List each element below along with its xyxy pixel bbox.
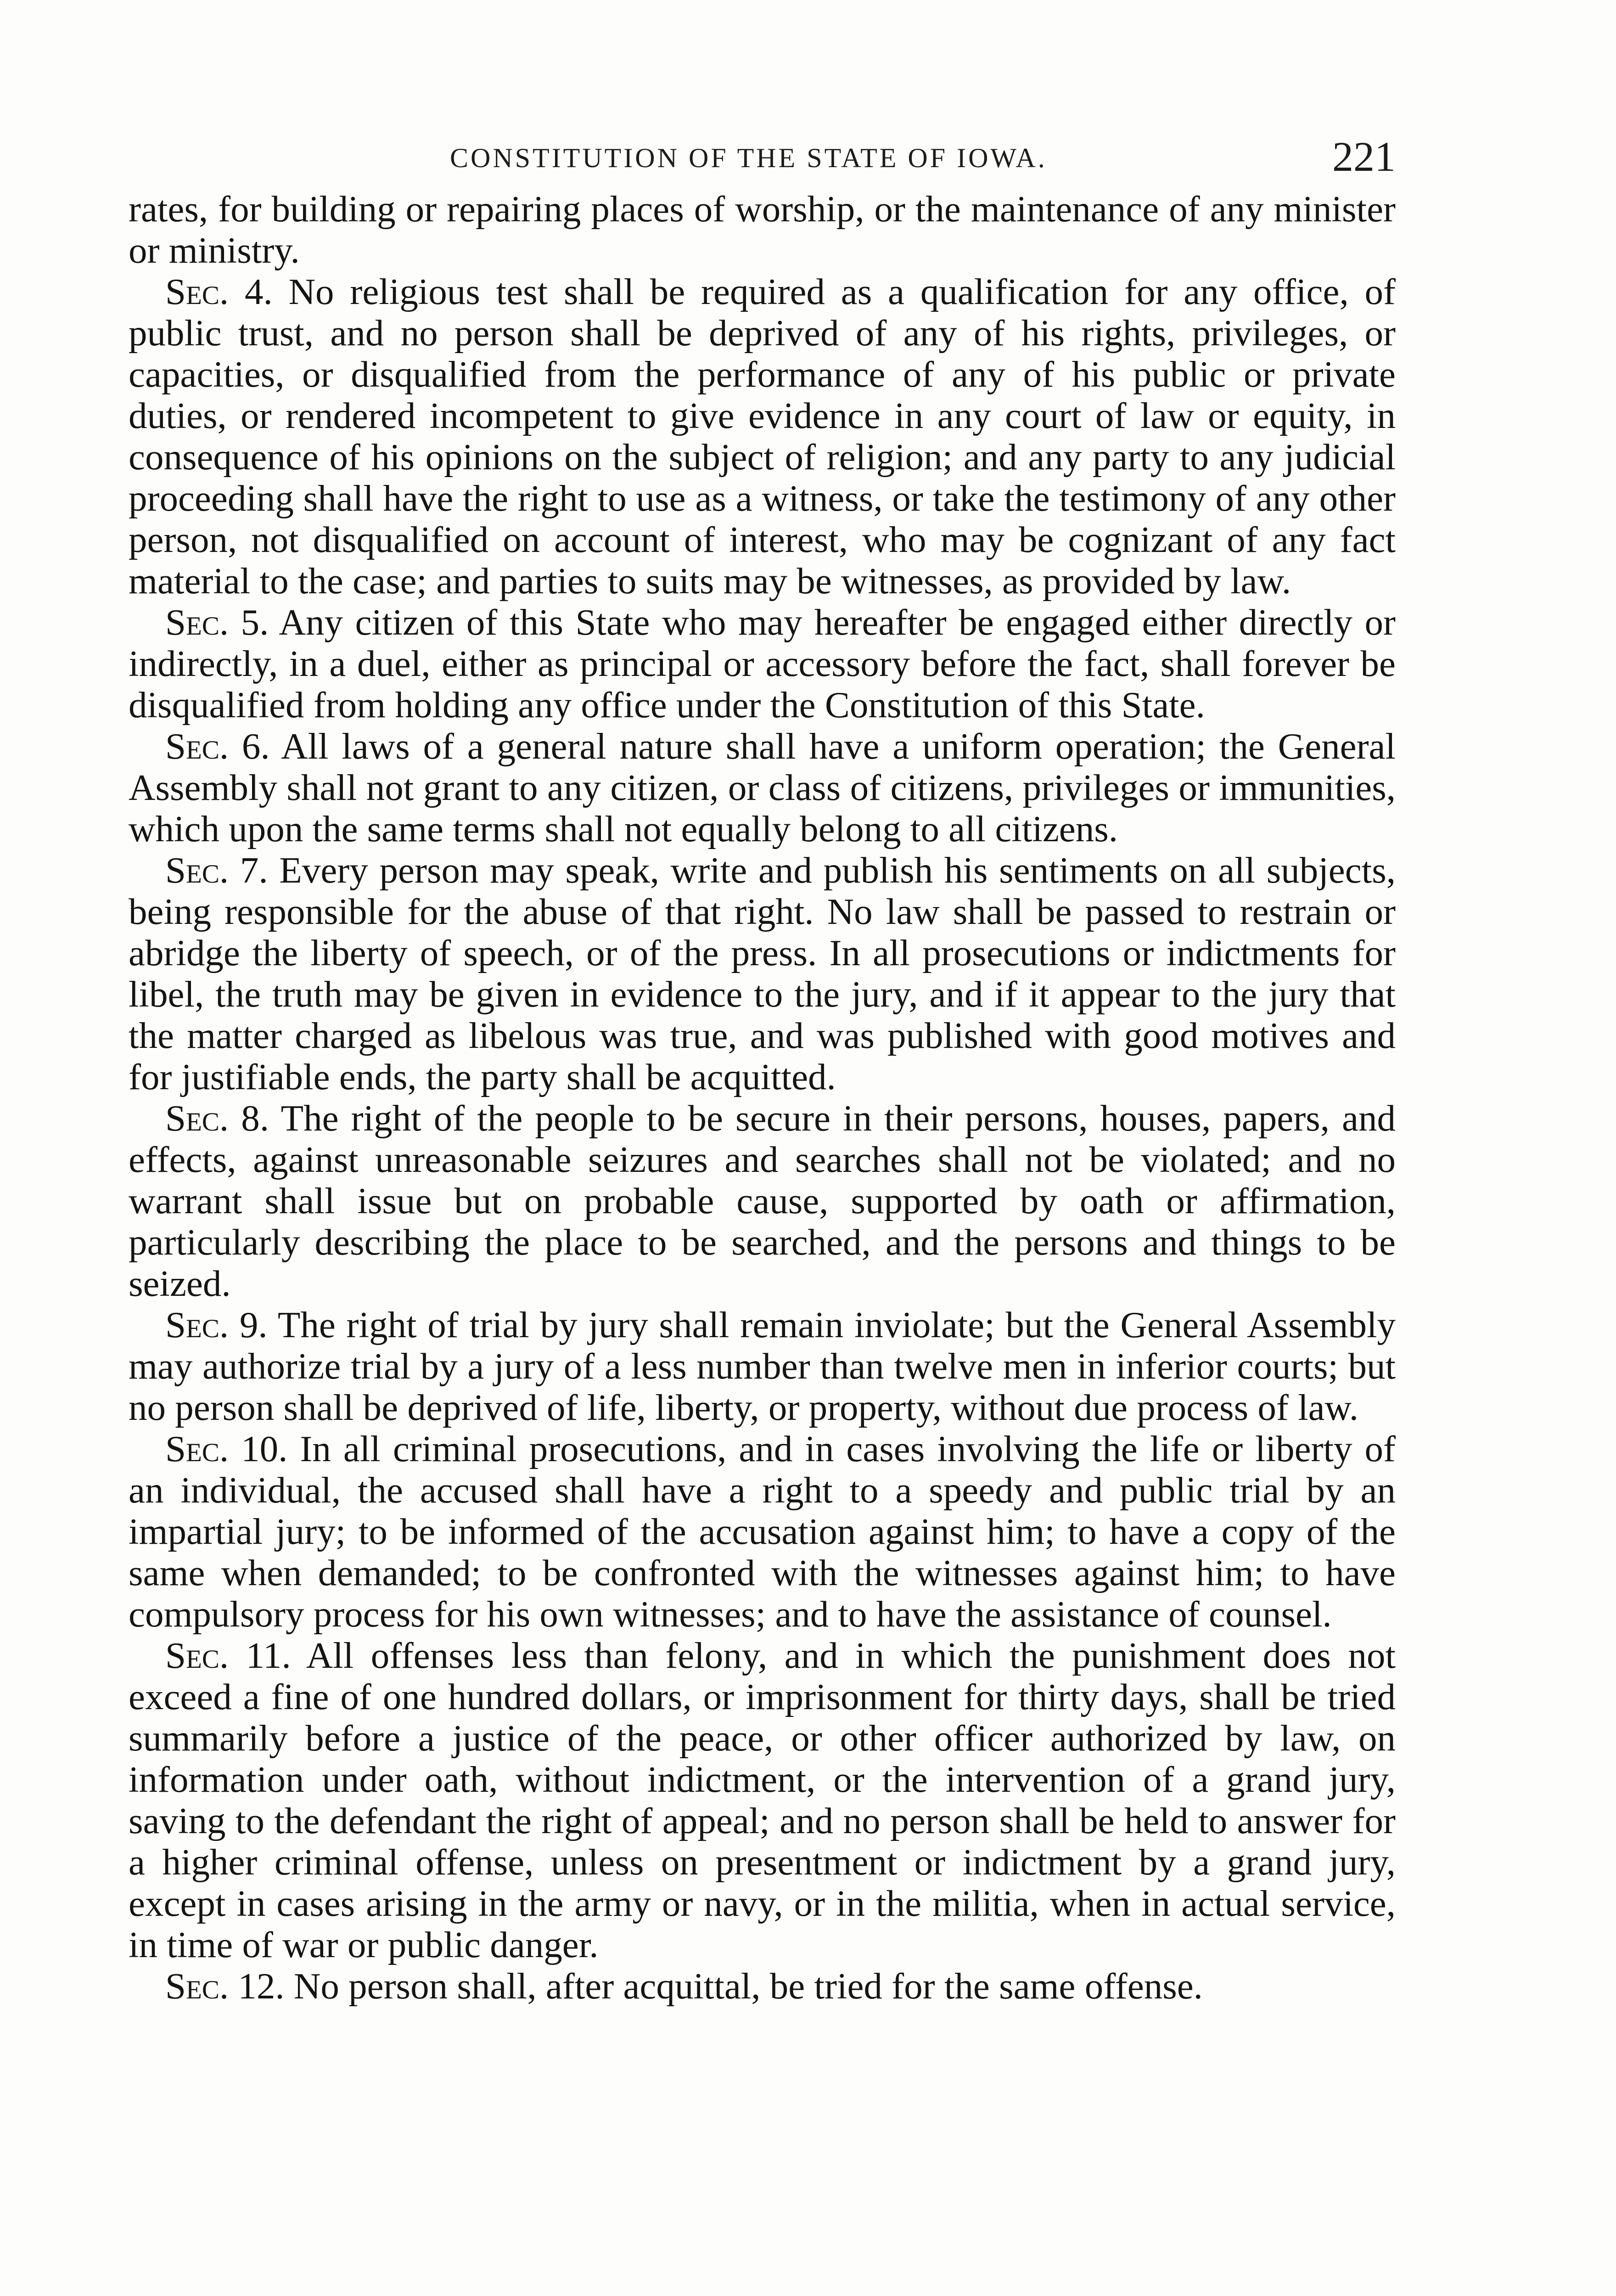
section-11 <box>129 1635 1396 1965</box>
section-5 <box>129 602 1396 726</box>
section-label: Sec. 10. <box>165 1428 288 1469</box>
section-label: Sec. 9. <box>165 1304 268 1345</box>
section-10 <box>129 1428 1396 1635</box>
section-label: Sec. 11. <box>165 1635 291 1676</box>
section-label: Sec. 8. <box>165 1097 269 1139</box>
section-text: No person shall, after acquittal, be tried for the same offense. <box>293 1965 1203 2007</box>
section-text: No religious test shall be required as a qualification for any office, of public trust, and no person shall be deprived of any of his rights, privileges, or capacities, or disqualified from the performance of any of his public or private duties, or rendered incompetent to give evidence in any court of law or equity, in consequence of his opinions on the subject of religion; and any party to any judicial proceeding shall have the right to use as a witness, or take the testimony of any other person, not disqualified on account of interest, who may be cognizant of any fact material to the case; and parties to suits may be witnesses, as provided by law. <box>129 271 1396 602</box>
section-text: The right of trial by jury shall remain inviolate; but the General Assembly may authorize trial by a jury of a less number than twelve men in inferior courts; but no person shall be deprived of life, liberty, or property, without due process of law. <box>129 1304 1396 1428</box>
section-6 <box>129 726 1396 850</box>
section-4 <box>129 271 1396 602</box>
section-12 <box>129 1965 1396 2007</box>
section-7 <box>129 850 1396 1097</box>
page-header <box>129 124 1396 179</box>
running-title: CONSTITUTION OF THE STATE OF IOWA. <box>450 143 1047 173</box>
section-text: Every person may speak, write and publish his sentiments on all subjects, being responsible for the abuse of that right. No law shall be passed to restrain or abridge the liberty of speech, or of the press. In all prosecutions or indictments for libel, the truth may be given in evidence to the jury, and if it appear to the jury that the matter charged as libelous was true, and was published with good motives and for justifiable ends, the party shall be acquitted. <box>129 850 1396 1097</box>
section-text: All offenses less than felony, and in which the punishment does not exceed a fine of one hundred dollars, or imprisonment for thirty days, shall be tried summarily before a justice of the peace, or other officer authorized by law, on information under oath, without indictment, or the intervention of a grand jury, saving to the defendant the right of appeal; and no person shall be held to answer for a higher criminal offense, unless on presentment or indictment by a grand jury, except in cases arising in the army or navy, or in the militia, when in actual service, in time of war or public danger. <box>129 1635 1396 1965</box>
section-8 <box>129 1097 1396 1304</box>
section-text: Any citizen of this State who may hereafter be engaged either directly or indirectly, in a duel, either as principal or accessory before the fact, shall forever be disqualified from holding any office under the Constitution of this State. <box>129 602 1396 726</box>
section-9 <box>129 1304 1396 1428</box>
continuation-paragraph: rates, for building or repairing places of worship, or the maintenance of any minister or ministry. <box>129 188 1396 271</box>
section-label: Sec. 6. <box>165 726 270 767</box>
section-text: The right of the people to be secure in their persons, houses, papers, and effects, against unreasonable seizures and searches shall not be violated; and no warrant shall issue but on probable cause, supported by oath or affirmation, particularly describing the place to be searched, and the persons and things to be seized. <box>129 1097 1396 1304</box>
section-text: All laws of a general nature shall have a uniform operation; the General Assembly shall not grant to any citizen, or class of citizens, privileges or immunities, which upon the same terms shall not equally belong to all citizens. <box>129 726 1396 850</box>
section-text: In all criminal prosecutions, and in cases involving the life or liberty of an individual, the accused shall have a right to a speedy and public trial by an impartial jury; to be informed of the accusation against him; to have a copy of the same when demanded; to be confronted with the witnesses against him; to have compulsory process for his own witnesses; and to have the assistance of counsel. <box>129 1428 1396 1635</box>
section-label: Sec. 7. <box>165 850 268 891</box>
body-text <box>129 188 1396 2007</box>
section-label: Sec. 12. <box>165 1965 285 2007</box>
section-label: Sec. 5. <box>165 602 269 643</box>
page-number: 221 <box>1332 133 1396 180</box>
section-label: Sec. 4. <box>165 271 273 312</box>
